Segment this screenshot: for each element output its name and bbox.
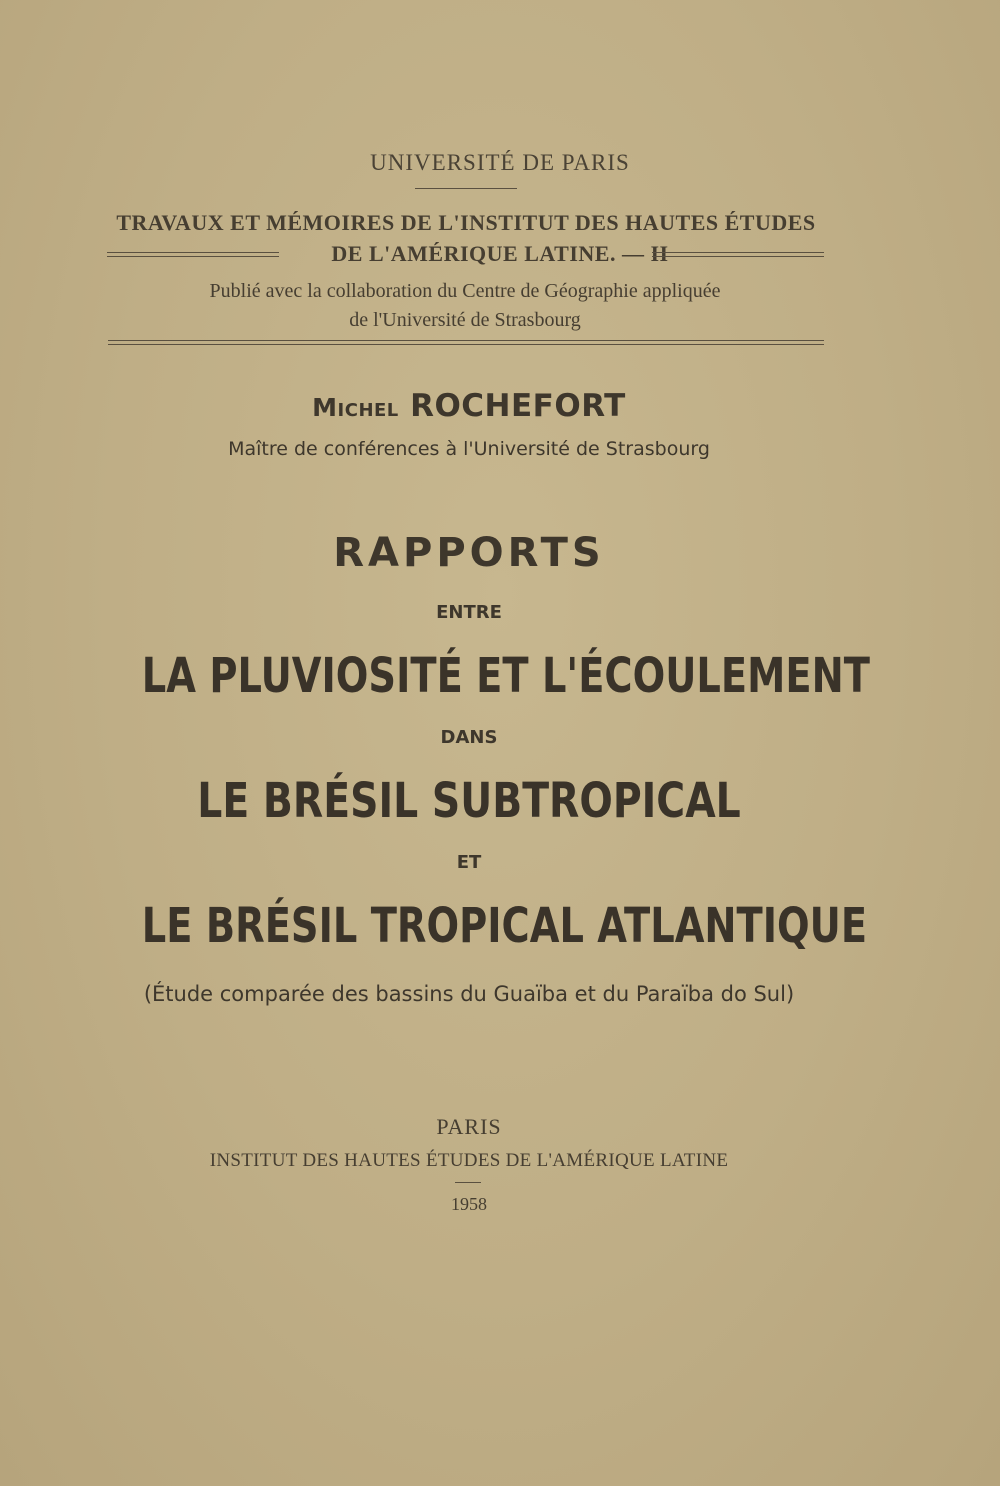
author-first-name: Michel <box>312 393 399 422</box>
series-title-line2: DE L'AMÉRIQUE LATINE. — II <box>331 241 669 266</box>
title-line-bresil-tropical: LE BRÉSIL TROPICAL ATLANTIQUE <box>141 898 868 954</box>
series-title-line1: TRAVAUX ET MÉMOIRES DE L'INSTITUT DES HAUTES ÉTUDES <box>116 210 816 235</box>
imprint-publisher: INSTITUT DES HAUTES ÉTUDES DE L'AMÉRIQUE LATINE <box>209 1150 729 1171</box>
title-line-bresil-subtropical: LE BRÉSIL SUBTROPICAL <box>197 773 741 829</box>
title-connector-entre: ENTRE <box>436 602 502 623</box>
title-connector-dans: DANS <box>440 727 498 748</box>
divider-tiny <box>455 1182 481 1183</box>
university-name: UNIVERSITÉ DE PARIS <box>370 150 630 175</box>
publication-note-line2: de l'Université de Strasbourg <box>349 309 581 331</box>
subtitle: (Étude comparée des bassins du Guaïba et du Paraïba do Sul) <box>143 982 795 1006</box>
title-connector-et: ET <box>456 852 482 873</box>
imprint-year: 1958 <box>451 1194 487 1214</box>
publication-note-line1: Publié avec la collaboration du Centre de Géographie appliquée <box>209 280 721 302</box>
title-line-pluviosite: LA PLUVIOSITÉ ET L'ÉCOULEMENT <box>141 648 870 704</box>
author-last-name: ROCHEFORT <box>410 388 626 424</box>
double-rule-right <box>652 252 824 257</box>
author-name <box>80 388 858 424</box>
divider-long <box>108 340 824 345</box>
imprint-city: PARIS <box>436 1114 502 1139</box>
title-word-rapports: RAPPORTS <box>333 530 605 576</box>
author-role: Maître de conférences à l'Université de Strasbourg <box>228 438 710 460</box>
divider-short <box>415 188 517 189</box>
